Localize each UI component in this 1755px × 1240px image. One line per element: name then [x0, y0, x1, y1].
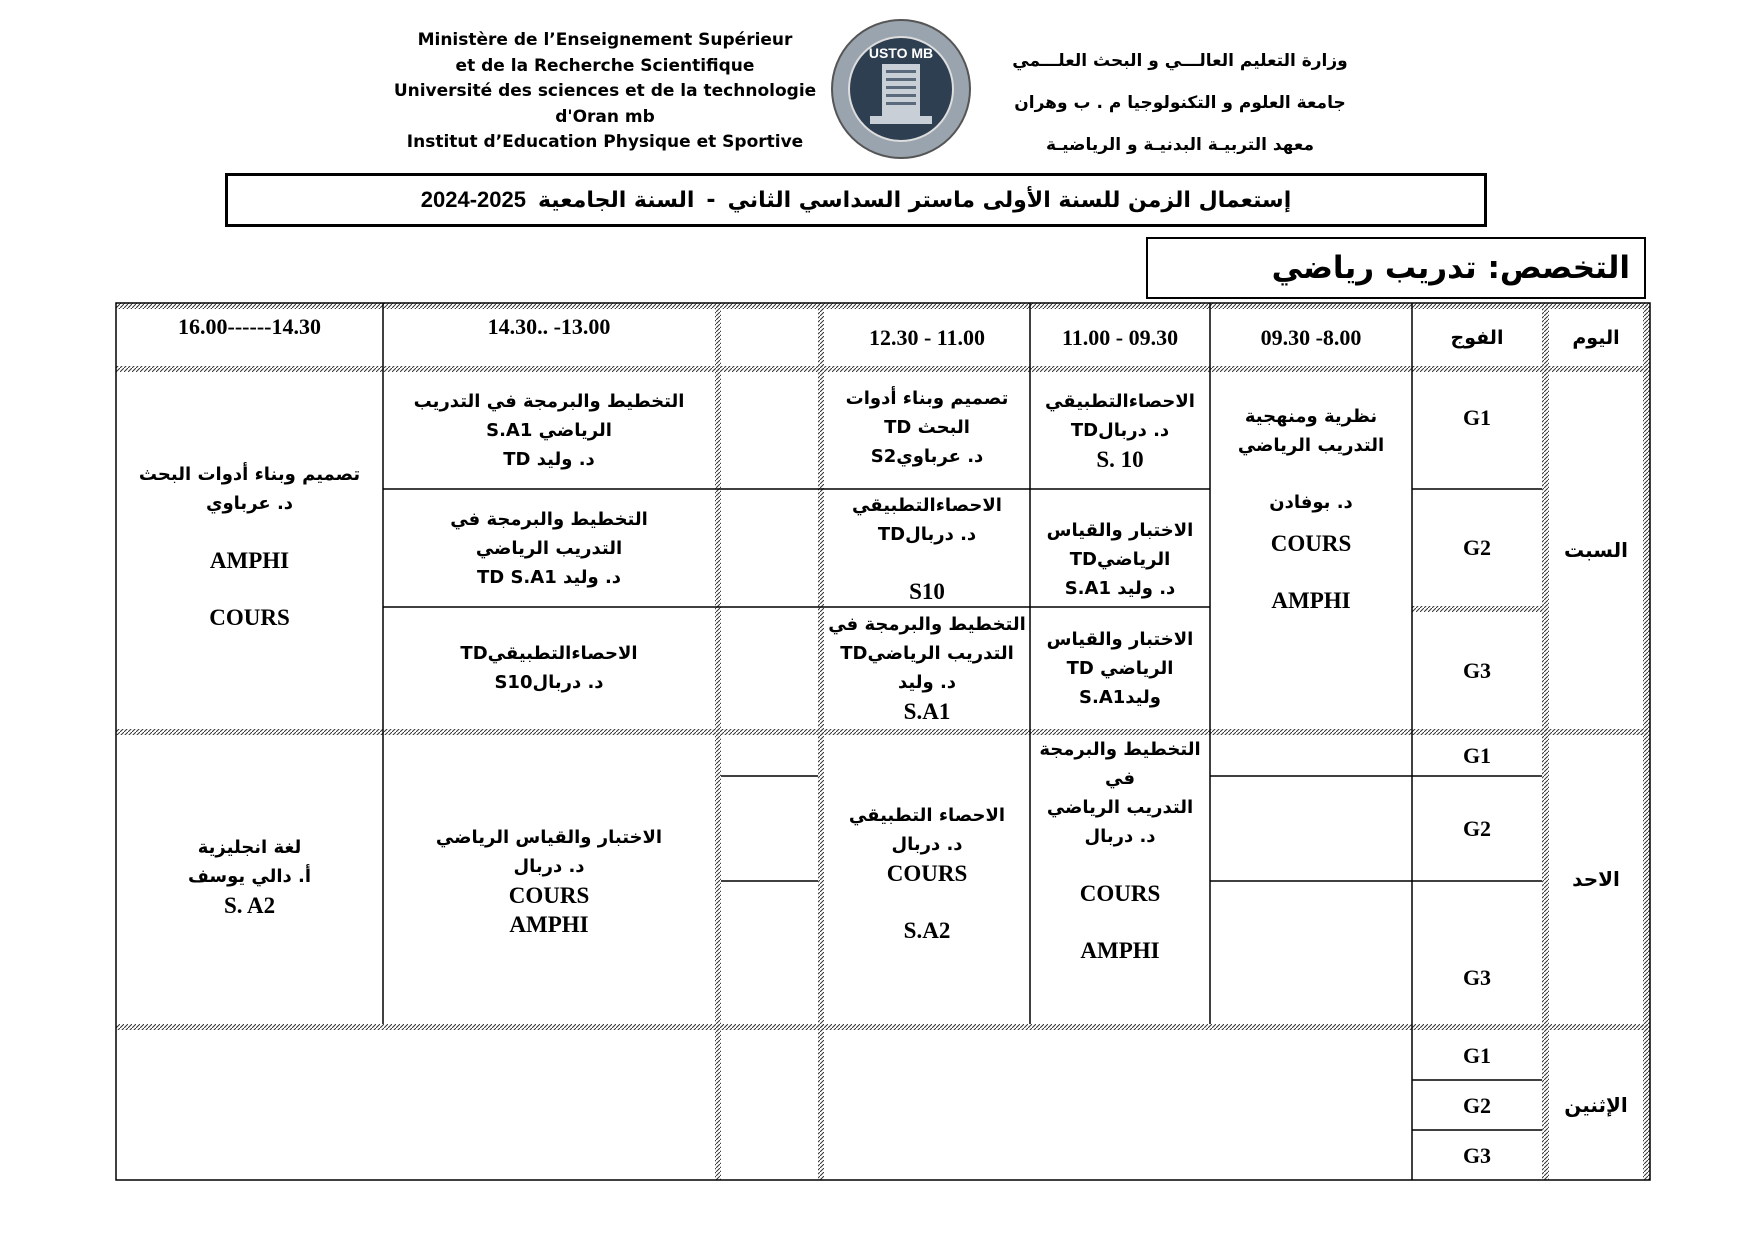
session-sun-slot3 — [824, 735, 1030, 1024]
session-line: S. 10 — [1096, 447, 1144, 472]
session-sat-slot6 — [116, 372, 383, 729]
header-slot-empty — [721, 309, 818, 366]
session-line: S.A1 — [903, 699, 951, 724]
session-line: COURS — [508, 883, 590, 908]
group-label: G3 — [1462, 965, 1492, 990]
group-label: G2 — [1462, 535, 1492, 560]
header-french-line: Université des sciences et de la technologie — [393, 81, 817, 101]
session-line: د. وليد S.A1 — [1064, 578, 1176, 599]
day-sunday: الاحد — [1572, 867, 1620, 891]
session-sun-slot6 — [116, 735, 383, 1024]
day-monday: الإثنين — [1564, 1092, 1628, 1117]
group-label: G1 — [1462, 1042, 1492, 1068]
session-line: COURS — [886, 861, 968, 886]
group-label: G2 — [1462, 1092, 1492, 1118]
group-label: G1 — [1462, 404, 1492, 430]
header-slot-1: 8.00- 09.30 — [1260, 324, 1362, 350]
session-line: وليدS.A1 — [1079, 686, 1161, 708]
header-slot-5: 13.00- ..14.30 — [487, 314, 611, 339]
header-arabic-line: معهد التربيـة البدنيـة و الرياضيـة — [1045, 135, 1315, 155]
session-sat-slot2-g2 — [1030, 489, 1210, 607]
group-label: G2 — [1462, 816, 1492, 841]
group-label: G1 — [1462, 743, 1492, 768]
session-line: AMPHI — [509, 912, 589, 937]
session-line: نظرية ومنهجية — [1244, 406, 1378, 427]
session-line: الاحصاءالتطبيقي — [852, 494, 1002, 516]
specialty-label: التخصص: تدريب رياضي — [1146, 237, 1646, 299]
session-line: الرياضي S.A1 — [486, 420, 612, 441]
session-line: COURS — [1270, 531, 1352, 556]
header-day: اليوم — [1572, 326, 1620, 349]
session-line: COURS — [209, 605, 290, 630]
session-line: د. وليد — [897, 672, 957, 693]
header-arabic-line: وزارة التعليم العالـــي و البحث العلـــمي — [1012, 51, 1348, 71]
session-sat-slot1 — [1210, 372, 1412, 729]
header-arabic-line: جامعة العلوم و التكنولوجيا م . ب وهران — [1014, 93, 1346, 113]
session-line: د. دربالTD — [877, 523, 977, 545]
header-slot-6: 14.30------16.00 — [178, 314, 321, 339]
header-slot-3: 11.00 - 12.30 — [868, 324, 986, 350]
session-line: التخطيط والبرمجة في التدريب — [413, 391, 685, 412]
session-line: أ. دالي يوسف — [187, 866, 312, 887]
session-line: S. A2 — [223, 893, 276, 918]
session-line: التدريب الرياضي — [475, 537, 623, 559]
session-line: الاحصاءالتطبيقيTD — [460, 643, 638, 664]
group-label: G3 — [1462, 658, 1492, 683]
session-sat-slot5-g2 — [383, 489, 715, 607]
title-year: 2024-2025 — [420, 187, 526, 212]
header-french-line: d'Oran mb — [555, 106, 655, 127]
session-line: د. عرباوي — [205, 493, 294, 514]
title-part1: إستعمال الزمن للسنة الأولى ماستر السداسي الثاني — [727, 187, 1292, 213]
session-line: الاختبار والقياس — [1046, 520, 1194, 541]
title-part2: السنة الجامعية — [537, 187, 695, 213]
header-french-line: et de la Recherche Scientifique — [455, 55, 755, 76]
session-line: الاختبار والقياس الرياضي — [435, 827, 663, 848]
session-line: الاحصاء التطبيقي — [848, 805, 1006, 826]
session-line: تصميم وبناء أدوات — [845, 388, 1009, 409]
group-label: G3 — [1462, 1142, 1492, 1168]
session-line: في — [1105, 768, 1135, 789]
session-line: لغة انجليزية — [197, 837, 302, 858]
session-line: د. دربالTD — [1070, 420, 1170, 441]
session-line: د. دربال — [1084, 826, 1156, 847]
session-line: د. دربال — [513, 856, 585, 877]
session-line: الاحصاءالتطبيقي — [1045, 391, 1195, 412]
day-saturday: السبت — [1563, 538, 1629, 562]
session-line: AMPHI — [1080, 938, 1160, 963]
session-sat-slot2-g3 — [1030, 607, 1210, 729]
session-line: د. وليد TD — [503, 449, 595, 470]
session-line: S.A2 — [903, 918, 951, 943]
session-line: AMPHI — [1271, 588, 1351, 613]
session-line: AMPHI — [209, 548, 290, 573]
title-separator: - — [706, 187, 716, 213]
grid-band — [1542, 303, 1549, 1180]
header-french-line: Institut d’Education Physique et Sportive — [406, 132, 804, 152]
header-french-line: Ministère de l’Enseignement Supérieur — [417, 30, 793, 50]
session-line: د. دربالS10 — [494, 672, 604, 693]
session-sat-slot3-g2 — [824, 489, 1030, 607]
session-sat-slot3-g1 — [824, 372, 1030, 489]
session-line: تصميم وبناء أدوات البحث — [138, 464, 361, 485]
session-line: التدريب الرياضي — [1046, 797, 1194, 818]
session-line: الاختبار والقياس — [1046, 628, 1194, 650]
session-sun-slot2 — [1030, 735, 1210, 1024]
header-slot-2: 09.30 - 11.00 — [1061, 324, 1179, 350]
logo-text: USTO MB — [868, 45, 934, 61]
session-line: الرياضيTD — [1069, 549, 1171, 570]
session-line: S10 — [909, 578, 945, 604]
session-sat-slot5-g1 — [383, 372, 715, 489]
session-line: د. وليد TD S.A1 — [476, 566, 622, 588]
grid-band — [1643, 303, 1650, 1180]
session-line: د. بوفادن — [1269, 492, 1353, 513]
session-line: د. دربال — [891, 834, 963, 855]
session-line: البحث TD — [884, 417, 970, 438]
session-sun-slot5 — [383, 735, 715, 1024]
grid-band — [715, 303, 721, 1180]
session-sat-slot3-g3 — [824, 607, 1030, 729]
session-line: التدريب الرياضي — [1237, 435, 1385, 456]
session-sat-slot5-g3 — [383, 607, 715, 729]
session-line: COURS — [1079, 881, 1161, 906]
session-line: الرياضي TD — [1066, 657, 1174, 679]
header-group: الفوج — [1450, 326, 1504, 349]
session-line: د. عرباويS2 — [870, 446, 984, 467]
session-line: التخطيط والبرمجة — [1039, 739, 1201, 760]
session-line: التخطيط والبرمجة في — [828, 614, 1026, 635]
session-line: التدريب الرياضيTD — [840, 643, 1014, 664]
session-sat-slot2-g1 — [1030, 372, 1210, 489]
session-line: التخطيط والبرمجة في — [450, 508, 648, 530]
